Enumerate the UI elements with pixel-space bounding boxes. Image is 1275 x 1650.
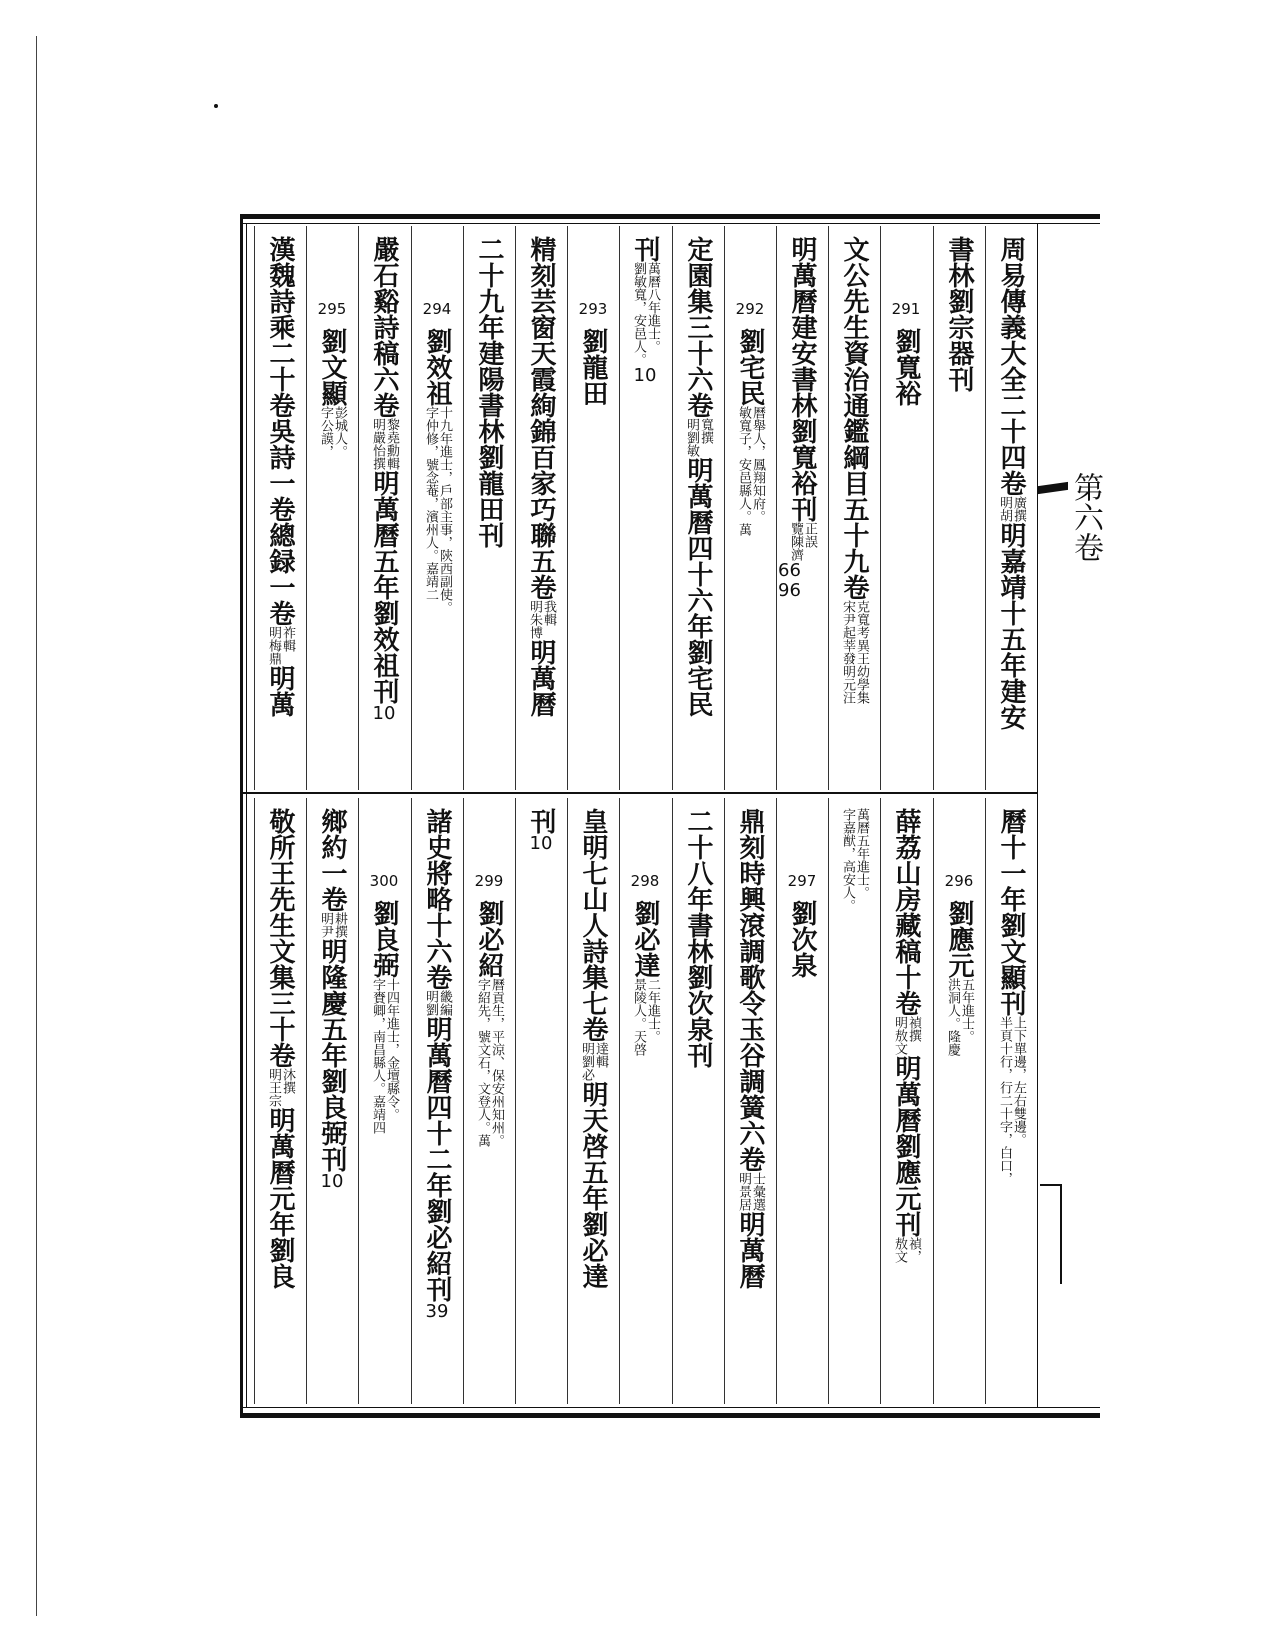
- annotation: [579, 1042, 607, 1081]
- annotation: [266, 626, 294, 665]
- left-margin-rule: [36, 36, 37, 1616]
- column-rule: [254, 226, 255, 790]
- column-rule: [985, 226, 986, 790]
- column-rule: [933, 798, 934, 1404]
- page-reference: 10: [529, 833, 553, 854]
- column-rule: [985, 798, 986, 1404]
- annotation: [892, 1237, 920, 1263]
- column-rule: [463, 226, 464, 790]
- annotation-line: 二年進士。: [645, 978, 660, 1043]
- right-border: [1037, 223, 1038, 1408]
- annotation-line: 明敖文: [892, 1016, 907, 1055]
- page-reference: 10: [320, 1171, 344, 1192]
- annotation-line: 曆舉人，鳳翔知府。: [750, 406, 765, 523]
- column-text-continued: 明萬曆劉應元刊: [891, 1055, 921, 1237]
- annotation: [736, 406, 764, 536]
- column-rule: [619, 226, 620, 790]
- annotation-line: 畿編: [437, 990, 452, 1016]
- text-column: [935, 872, 983, 1462]
- annotation-line: 字嘉猷，高安人。: [840, 808, 855, 912]
- column-text-continued: 明萬: [265, 665, 295, 717]
- annotation-line: 五年進士。: [959, 978, 974, 1043]
- annotation: [788, 522, 816, 561]
- annotation-line: 達輯: [593, 1042, 608, 1068]
- annotation-line: 克寬考異王幼學集: [854, 600, 869, 704]
- column-rule: [463, 798, 464, 1404]
- column-rule: [306, 798, 307, 1404]
- text-column: [256, 808, 304, 1398]
- column-text-continued: 明萬曆: [735, 1211, 765, 1289]
- entry-number: 299: [474, 872, 504, 890]
- entry-number: 300: [369, 872, 399, 890]
- entry-number: 298: [630, 872, 660, 890]
- column-text-continued: 明萬曆: [526, 639, 556, 717]
- column-rule: [880, 226, 881, 790]
- column-text: 劉文顯: [317, 328, 347, 406]
- annotation: [840, 808, 868, 912]
- text-column: [413, 300, 461, 848]
- column-rule: [515, 798, 516, 1404]
- entry-number: 296: [944, 872, 974, 890]
- text-column: [621, 872, 669, 1462]
- column-text-continued: 明嘉靖十五年建安: [996, 522, 1026, 730]
- column-text: 曆十一年劉文顯刊: [996, 808, 1026, 1016]
- annotation-line: 敖文: [892, 1237, 907, 1263]
- annotation-line: 禎撰: [906, 1016, 921, 1042]
- annotation-line: 明景居: [736, 1172, 751, 1211]
- column-rule: [776, 226, 777, 790]
- annotation-line: 明劉: [423, 990, 438, 1016]
- column-text: 劉宅民: [735, 328, 765, 406]
- text-column: [830, 236, 878, 784]
- annotation-line: 祚輯: [280, 626, 295, 652]
- text-column: [360, 236, 408, 784]
- annotation: [370, 418, 398, 470]
- annotation-line: 士彙選: [750, 1172, 765, 1211]
- column-text: 敬所王先生文集三十卷: [265, 808, 295, 1068]
- annotation-line: 明梅鼎: [266, 626, 281, 665]
- column-text: 鄉約一卷: [317, 808, 347, 912]
- text-column: [778, 236, 826, 784]
- column-rule: [724, 798, 725, 1404]
- annotation-line: 禎，: [906, 1237, 921, 1263]
- column-text: 劉寬裕: [891, 328, 921, 406]
- entry-number: 294: [422, 300, 452, 318]
- chapter-tab-mark: [1038, 482, 1068, 494]
- column-rule: [672, 798, 673, 1404]
- speck: [214, 104, 218, 108]
- annotation-line: 十九年進士，戶部主事，陝西副使。: [437, 406, 452, 614]
- page-reference: 10: [633, 365, 657, 386]
- annotation-line: 萬曆五年進士。: [854, 808, 869, 899]
- text-column: [517, 236, 565, 784]
- annotation: [527, 600, 555, 639]
- annotation-line: 明劉敏: [684, 418, 699, 457]
- annotation-line: 洪洞人。隆慶: [945, 978, 960, 1056]
- book-page: [240, 214, 1103, 1424]
- annotation-line: 廣撰: [1011, 496, 1026, 522]
- column-text: 薛荔山房藏稿十卷: [891, 808, 921, 1016]
- text-column: [726, 808, 774, 1398]
- column-rule: [567, 798, 568, 1404]
- bracket-mark: [1060, 1184, 1062, 1284]
- text-column: [308, 808, 356, 1398]
- annotation-line: 字仲修，號念菴，濱州人。嘉靖二: [423, 406, 438, 601]
- entry-number: 295: [317, 300, 347, 318]
- annotation: [840, 600, 868, 704]
- text-column: [569, 808, 617, 1398]
- annotation: [423, 406, 451, 614]
- entry-number: 293: [578, 300, 608, 318]
- annotation-line: 宋尹起莘發明元汪: [840, 600, 855, 704]
- annotation-line: 萬曆八年進士。: [645, 262, 660, 353]
- text-column: [935, 236, 983, 784]
- column-text-continued: 明天啓五年劉必達: [578, 1081, 608, 1289]
- text-column: [778, 872, 826, 1462]
- annotation-line: 寬撰: [698, 418, 713, 444]
- annotation: [945, 978, 973, 1056]
- column-rule: [828, 798, 829, 1404]
- entry-number: 297: [787, 872, 817, 890]
- annotation-line: 景陵人。天啓: [631, 978, 646, 1056]
- column-text: 劉必紹: [474, 900, 504, 978]
- annotation-line: 正誤: [802, 522, 817, 548]
- column-text: 諸史將略十六卷: [422, 808, 452, 990]
- text-column: [360, 872, 408, 1462]
- annotation-line: 覽陳濟: [788, 522, 803, 561]
- text-column: [882, 300, 930, 848]
- entry-number: 292: [735, 300, 765, 318]
- column-text: 漢魏詩乘二十卷吳詩一卷總録一卷: [265, 236, 295, 626]
- annotation: [684, 418, 712, 457]
- column-text: 劉效祖: [422, 328, 452, 406]
- page-reference: 66 96: [778, 560, 801, 601]
- annotation-line: 耕撰: [332, 912, 347, 938]
- column-text: 劉良弼: [369, 900, 399, 978]
- annotation-line: 沐撰: [280, 1068, 295, 1094]
- text-column: [987, 808, 1035, 1398]
- annotation-line: 字公謨，: [318, 406, 333, 458]
- column-rule: [724, 226, 725, 790]
- column-rule: [358, 798, 359, 1404]
- text-column: [465, 872, 513, 1462]
- annotation-line: 明朱博: [527, 600, 542, 639]
- annotation-line: 彭城人。: [332, 406, 347, 458]
- chapter-label: 第六卷: [1068, 472, 1103, 562]
- annotation-line: 明胡: [997, 496, 1012, 522]
- column-rule: [306, 226, 307, 790]
- annotation-line: 明嚴怡撰: [370, 418, 385, 470]
- column-text: 精刻芸窗天霞絢錦百家巧聯五卷: [526, 236, 556, 600]
- annotation-line: 黎堯勳輯: [384, 418, 399, 470]
- annotation: [266, 1068, 294, 1107]
- page-reference: 10: [372, 703, 396, 724]
- annotation: [631, 978, 659, 1056]
- text-column: [882, 808, 930, 1398]
- top-border-inner: [240, 223, 1100, 224]
- annotation: [736, 1172, 764, 1211]
- column-text-continued: 明隆慶五年劉良弼刊: [317, 938, 347, 1172]
- column-text: 明萬曆建安書林劉寬裕刊: [787, 236, 817, 522]
- column-text: 劉次泉: [787, 900, 817, 978]
- column-text: 文公先生資治通鑑綱目五十九卷: [839, 236, 869, 600]
- text-column: [674, 808, 722, 1398]
- annotation: [318, 406, 346, 458]
- column-text-continued: 明萬曆元年劉良: [265, 1107, 295, 1289]
- column-rule: [358, 226, 359, 790]
- column-text: 定園集三十六卷: [683, 236, 713, 418]
- text-column: [308, 300, 356, 848]
- annotation-line: 字紹先，號文石，文登人。萬: [475, 978, 490, 1147]
- column-text: 劉應元: [944, 900, 974, 978]
- annotation-line: 明王宗: [266, 1068, 281, 1107]
- column-rule: [567, 226, 568, 790]
- text-column: [621, 236, 669, 784]
- text-column: [413, 808, 461, 1398]
- column-rule: [411, 798, 412, 1404]
- text-column: [674, 236, 722, 784]
- annotation-line: 我輯: [541, 600, 556, 626]
- text-column: [830, 808, 878, 1398]
- column-text: 劉龍田: [578, 328, 608, 406]
- annotation-line: 明尹: [318, 912, 333, 938]
- annotation: [631, 262, 659, 366]
- column-text-continued: 明萬曆五年劉效祖刊: [369, 470, 399, 704]
- annotation: [475, 978, 503, 1147]
- annotation-line: 半頁十行，行二十字，白口，: [997, 1016, 1012, 1185]
- annotation-line: 十四年進士，金壇縣令。: [384, 978, 399, 1121]
- column-text: 鼎刻時興滾調歌令玉谷調簧六卷: [735, 808, 765, 1172]
- text-column: [517, 808, 565, 1398]
- page-reference: 39: [425, 1301, 449, 1322]
- left-border: [240, 214, 243, 1418]
- annotation-line: 曆貢生，平涼、保安州知州。: [489, 978, 504, 1147]
- column-rule: [880, 798, 881, 1404]
- column-rule: [672, 226, 673, 790]
- text-column: [465, 236, 513, 784]
- annotation-line: 敏寬子，安邑縣人。萬: [736, 406, 751, 536]
- column-text: 書林劉宗器刊: [944, 236, 974, 392]
- annotation: [892, 1016, 920, 1055]
- text-column: [569, 300, 617, 848]
- annotation-line: 上下單邊，左右雙邊。: [1011, 1016, 1026, 1146]
- annotation-line: 明劉必: [579, 1042, 594, 1081]
- entry-number: 291: [891, 300, 921, 318]
- left-border-inner: [246, 223, 247, 1408]
- annotation: [997, 1016, 1025, 1185]
- column-rule: [515, 226, 516, 790]
- column-text: 二十八年書林劉次泉刊: [683, 808, 713, 1068]
- text-column: [256, 236, 304, 784]
- column-text: 皇明七山人詩集七卷: [578, 808, 608, 1042]
- column-rule: [828, 226, 829, 790]
- column-text-continued: 明萬曆四十六年劉宅民: [683, 457, 713, 717]
- column-text: 刊: [526, 808, 556, 834]
- bracket-mark-top: [1040, 1184, 1062, 1186]
- column-rule: [254, 798, 255, 1404]
- column-text: 刊: [630, 236, 660, 262]
- column-text: 周易傳義大全二十四卷: [996, 236, 1026, 496]
- column-rule: [411, 226, 412, 790]
- annotation: [318, 912, 346, 938]
- text-column: [987, 236, 1035, 784]
- column-rule: [619, 798, 620, 1404]
- column-text: 二十九年建陽書林劉龍田刊: [474, 236, 504, 548]
- annotation-line: 字賚卿，南昌縣人。嘉靖四: [370, 978, 385, 1134]
- annotation-line: 劉敏寬，安邑人。: [631, 262, 646, 366]
- text-column: [726, 300, 774, 848]
- annotation: [423, 990, 451, 1016]
- annotation: [370, 978, 398, 1134]
- annotation: [997, 496, 1025, 522]
- column-rule: [776, 798, 777, 1404]
- top-border: [240, 214, 1100, 219]
- column-text: 嚴石谿詩稿六卷: [369, 236, 399, 418]
- column-text: 劉必達: [630, 900, 660, 978]
- column-rule: [933, 226, 934, 790]
- column-text-continued: 明萬曆四十二年劉必紹刊: [422, 1016, 452, 1302]
